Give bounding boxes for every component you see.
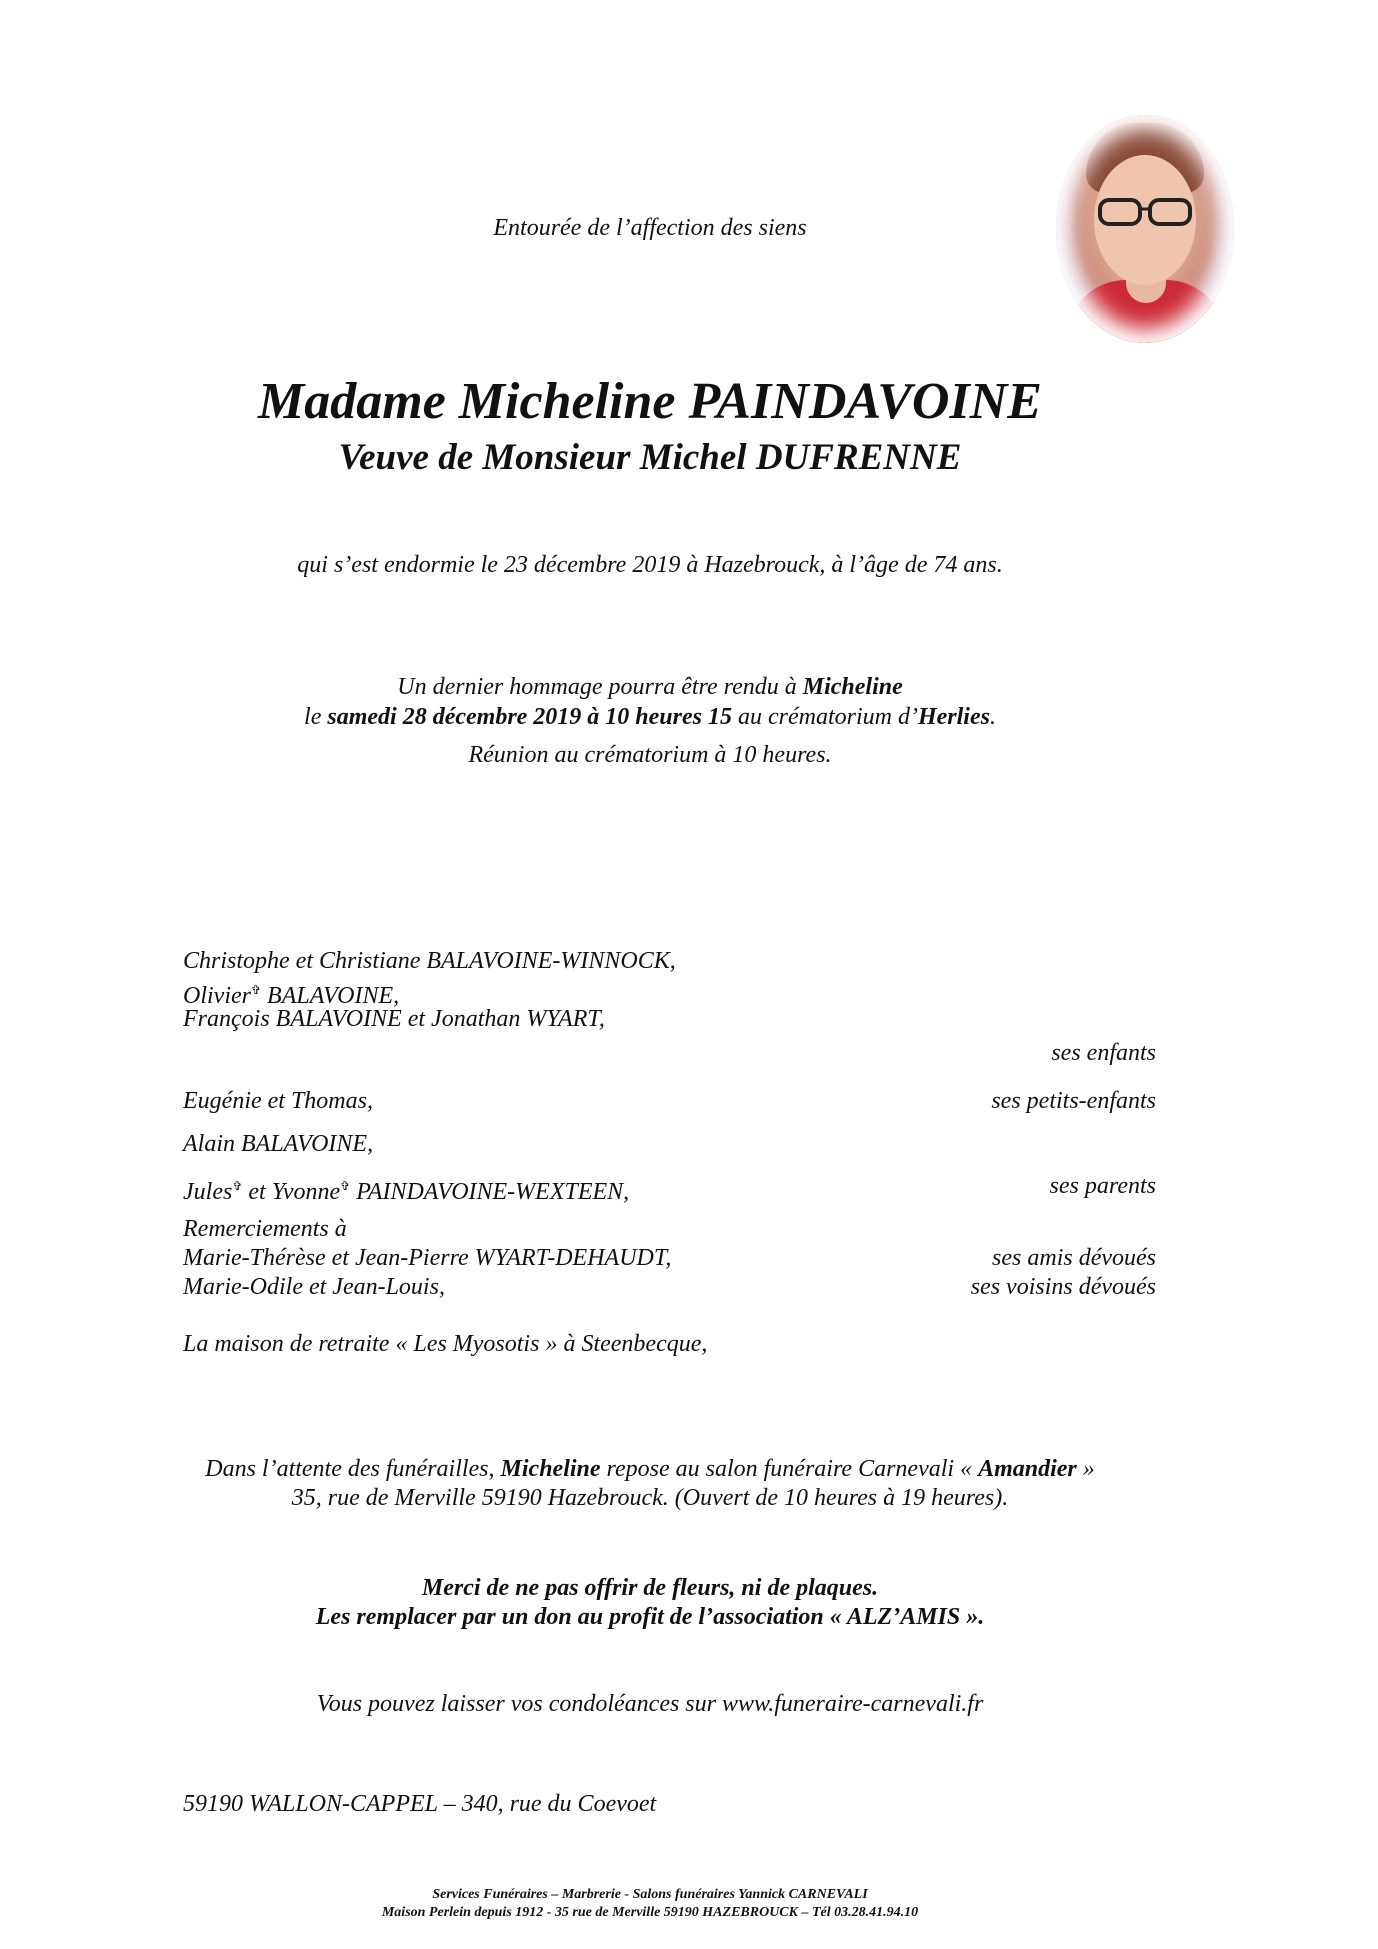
cross-icon: ✞ <box>340 1179 351 1193</box>
flowers-line-1: Merci de ne pas offrir de fleurs, ni de plaques. <box>421 1575 879 1601</box>
widow-line: Veuve de Monsieur Michel DUFRENNE <box>338 437 962 478</box>
family-friends: Marie-Thérèse et Jean-Pierre WYART-DEHAUDT, <box>183 1245 672 1271</box>
family-children-3: François BALAVOINE et Jonathan WYART, <box>183 1006 605 1032</box>
family-children-2: Olivier✞ BALAVOINE, <box>183 983 400 1009</box>
family-neighbors: Marie-Odile et Jean-Louis, <box>183 1274 445 1300</box>
homage-line-1: Un dernier hommage pourra être rendu à Micheline <box>397 674 903 700</box>
deceased-name: Madame Micheline PAINDAVOINE <box>258 373 1042 430</box>
footer-line-1: Services Funéraires – Marbrerie - Salons funéraires Yannick CARNEVALI <box>432 1887 868 1902</box>
family-parents: Jules✞ et Yvonne✞ PAINDAVOINE-WEXTEEN, <box>183 1179 630 1205</box>
cross-icon: ✞ <box>232 1179 243 1193</box>
cross-icon: ✞ <box>250 983 262 997</box>
family-grandchildren: Eugénie et Thomas, <box>183 1088 373 1114</box>
death-line: qui s’est endormie le 23 décembre 2019 à Hazebrouck, à l’âge de 74 ans. <box>297 552 1003 578</box>
grandchildren-role: ses petits-enfants <box>991 1088 1156 1114</box>
friends-role: ses amis dévoués <box>992 1245 1156 1271</box>
homage-line-2: le samedi 28 décembre 2019 à 10 heures 15 au crématorium d’Herlies. <box>304 704 996 730</box>
footer-line-2: Maison Perlein depuis 1912 - 35 rue de Merville 59190 HAZEBROUCK – Tél 03.28.41.94.10 <box>381 1905 919 1920</box>
funeral-line-1: Dans l’attente des funérailles, Micheline repose au salon funéraire Carnevali « Amandier » <box>205 1456 1095 1482</box>
neighbors-role: ses voisins dévoués <box>970 1274 1156 1300</box>
parents-role: ses parents <box>1049 1173 1156 1199</box>
thanks-label: Remerciements à <box>183 1216 347 1242</box>
family-alain: Alain BALAVOINE, <box>183 1131 374 1157</box>
intro-text: Entourée de l’affection des siens <box>493 215 807 241</box>
children-role: ses enfants <box>1051 1040 1156 1066</box>
family-children-1: Christophe et Christiane BALAVOINE-WINNOCK, <box>183 948 676 974</box>
retirement-home: La maison de retraite « Les Myosotis » à Steenbecque, <box>183 1331 708 1357</box>
funeral-line-2: 35, rue de Merville 59190 Hazebrouck. (Ouvert de 10 heures à 19 heures). <box>291 1485 1009 1511</box>
home-address: 59190 WALLON-CAPPEL – 340, rue du Coevoet <box>183 1791 657 1817</box>
flowers-line-2: Les remplacer par un don au profit de l’association « ALZ’AMIS ». <box>315 1604 985 1630</box>
condolences-line: Vous pouvez laisser vos condoléances sur www.funeraire-carnevali.fr <box>316 1691 984 1717</box>
homage-line-3: Réunion au crématorium à 10 heures. <box>468 742 832 768</box>
